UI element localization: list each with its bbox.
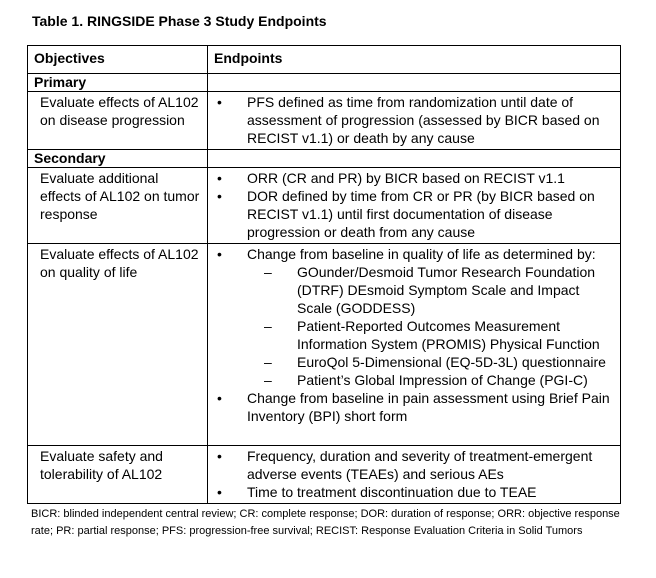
header-endpoints: Endpoints [208, 46, 621, 74]
bullet-item: • Change from baseline in pain assessment using Brief Pain Inventory (BPI) short form [214, 389, 616, 425]
sub-bullet-item: – GOunder/Desmoid Tumor Research Foundation (DTRF) DEsmoid Symptom Scale and Impact Scale (GODDESS) [214, 263, 616, 317]
bullet-item: • Time to treatment discontinuation due to TEAE [214, 483, 616, 501]
table-row [28, 168, 621, 244]
table-row [28, 446, 621, 504]
endpoints-table [27, 45, 621, 504]
endpoints-cell [208, 92, 621, 150]
bullet-item: • Change from baseline in quality of life as determined by: [214, 245, 616, 263]
table-footnote: BICR: blinded independent central review; CR: complete response; DOR: duration of response; ORR: objective response rate; PR: partial response; PFS: progression-free survival; RECIST: Response Evaluation Criteria in Solid Tumors [31, 508, 620, 537]
objective-cell: Evaluate effects of AL102 on quality of life [28, 244, 208, 446]
header-objectives: Objectives [28, 46, 208, 74]
sub-bullet-item: – EuroQol 5-Dimensional (EQ-5D-3L) questionnaire [214, 353, 616, 371]
section-row-primary [28, 74, 621, 92]
objective-cell: Evaluate effects of AL102 on disease progression [28, 92, 208, 150]
objective-cell: Evaluate safety and tolerability of AL102 [28, 446, 208, 504]
objective-cell: Evaluate additional effects of AL102 on tumor response [28, 168, 208, 244]
table-row [28, 244, 621, 446]
table-title: Table 1. RINGSIDE Phase 3 Study Endpoints [32, 13, 327, 29]
bullet-item: • DOR defined by time from CR or PR (by BICR based on RECIST v1.1) until first documentation of disease progression or death from any cause [214, 187, 616, 241]
section-empty-cell [208, 150, 621, 168]
bullet-item: • ORR (CR and PR) by BICR based on RECIST v1.1 [214, 169, 616, 187]
sub-bullet-item: – Patient’s Global Impression of Change (PGI-C) [214, 371, 616, 389]
section-empty-cell [208, 74, 621, 92]
section-label-primary: Primary [28, 74, 208, 92]
endpoints-cell [208, 244, 621, 446]
endpoints-cell [208, 446, 621, 504]
bullet-item: • Frequency, duration and severity of treatment-emergent adverse events (TEAEs) and serious AEs [214, 447, 616, 483]
section-row-secondary [28, 150, 621, 168]
table-header-row [28, 46, 621, 74]
endpoints-cell [208, 168, 621, 244]
sub-bullet-item: – Patient-Reported Outcomes Measurement Information System (PROMIS) Physical Function [214, 317, 616, 353]
section-label-secondary: Secondary [28, 150, 208, 168]
table-row [28, 92, 621, 150]
bullet-item: • PFS defined as time from randomization until date of assessment of progression (assessed by BICR based on RECIST v1.1) or death by any cause [214, 93, 616, 147]
